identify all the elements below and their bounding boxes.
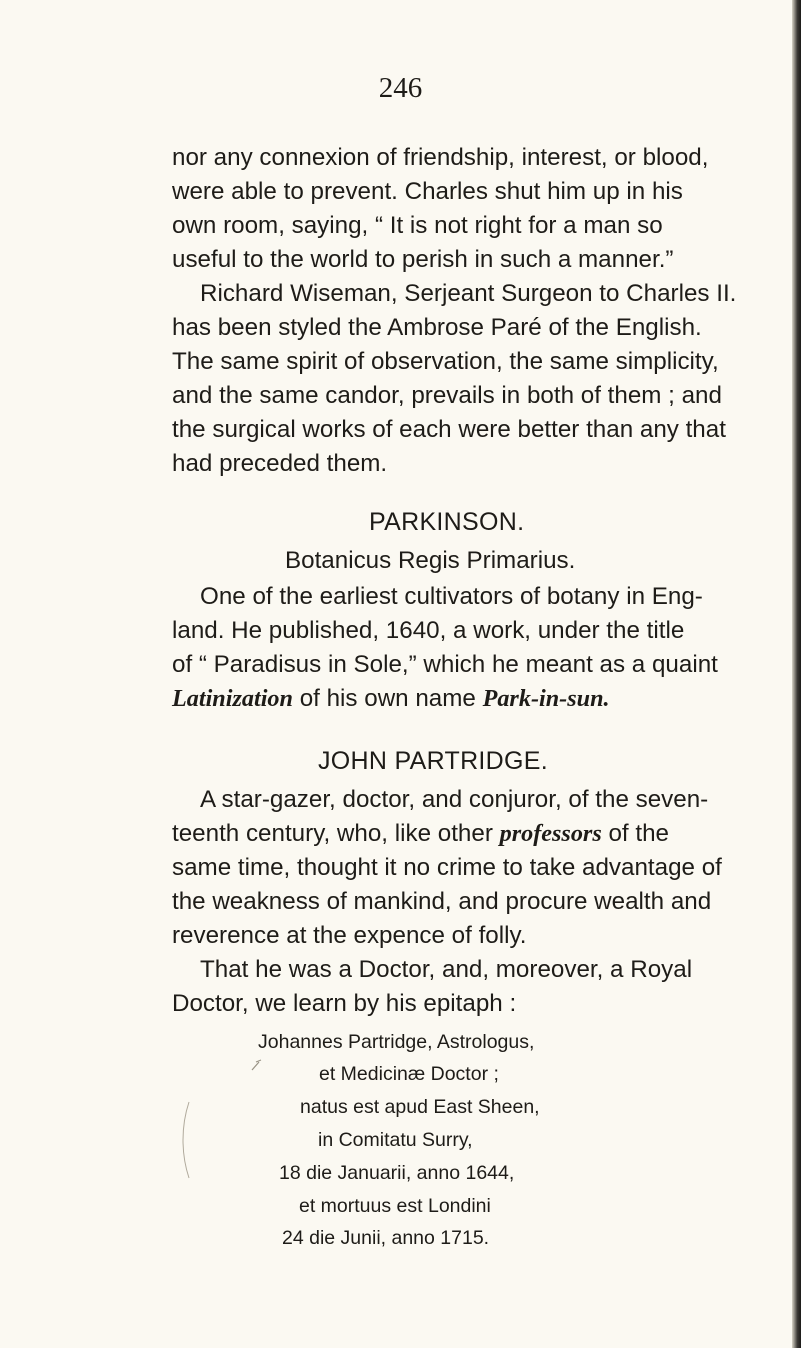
italic-text: Latinization [172, 685, 293, 712]
section-subheading: Botanicus Regis Primarius. [285, 547, 576, 574]
text-span: of his own name [292, 685, 483, 712]
text-line: The same spirit of observation, the same simplicity, [172, 348, 719, 375]
text-line: own room, saying, “ It is not right for a man so [172, 212, 663, 239]
epitaph-line: 24 die Junii, anno 1715. [282, 1227, 490, 1249]
epitaph-line: Johannes Partridge, Astrologus, [258, 1031, 535, 1053]
section-heading-partridge: JOHN PARTRIDGE. [318, 747, 548, 775]
text-line: of “ Paradisus in Sole,” which he meant as a quaint [172, 651, 718, 678]
text-line: A star-gazer, doctor, and conjuror, of the seven- [200, 786, 709, 813]
epitaph-line: et Medicinæ Doctor ; [319, 1063, 499, 1085]
text-line: and the same candor, prevails in both of them ; and [172, 382, 722, 409]
bracket-mark-icon [180, 1100, 192, 1180]
page-number: 246 [378, 72, 423, 104]
text-line: land. He published, 1640, a work, under the title [172, 617, 685, 644]
text-line: has been styled the Ambrose Paré of the English. [172, 314, 702, 341]
text-line: the surgical works of each were better than any that [172, 416, 726, 443]
text-line: had preceded them. [172, 450, 388, 477]
text-span: teenth century, who, like other [172, 820, 500, 847]
text-span: of the [601, 820, 669, 847]
text-line: useful to the world to perish in such a manner.” [172, 246, 674, 273]
text-line: were able to prevent. Charles shut him up in his [172, 178, 683, 205]
epitaph-line: natus est apud East Sheen, [300, 1096, 540, 1118]
page-edge-shadow [792, 0, 801, 1348]
stray-mark-icon [250, 1058, 264, 1072]
text-line: Doctor, we learn by his epitaph : [172, 990, 517, 1017]
text-line: One of the earliest cultivators of botany in Eng- [200, 583, 703, 610]
italic-text: professors [499, 820, 602, 847]
italic-text: Park-in-sun. [482, 685, 610, 712]
text-line [172, 682, 610, 716]
section-heading-parkinson: PARKINSON. [369, 508, 525, 536]
text-line: That he was a Doctor, and, moreover, a Royal [200, 956, 693, 983]
text-line [172, 817, 669, 851]
text-line: reverence at the expence of folly. [172, 922, 527, 949]
epitaph-line: et mortuus est Londini [299, 1195, 491, 1217]
epitaph-line: 18 die Januarii, anno 1644, [279, 1162, 515, 1184]
epitaph-line: in Comitatu Surry, [318, 1129, 473, 1151]
text-line: same time, thought it no crime to take advantage of [172, 854, 722, 881]
text-line: the weakness of mankind, and procure wealth and [172, 888, 712, 915]
text-line: Richard Wiseman, Serjeant Surgeon to Charles II. [200, 280, 737, 307]
text-line: nor any connexion of friendship, interest, or blood, [172, 144, 709, 171]
